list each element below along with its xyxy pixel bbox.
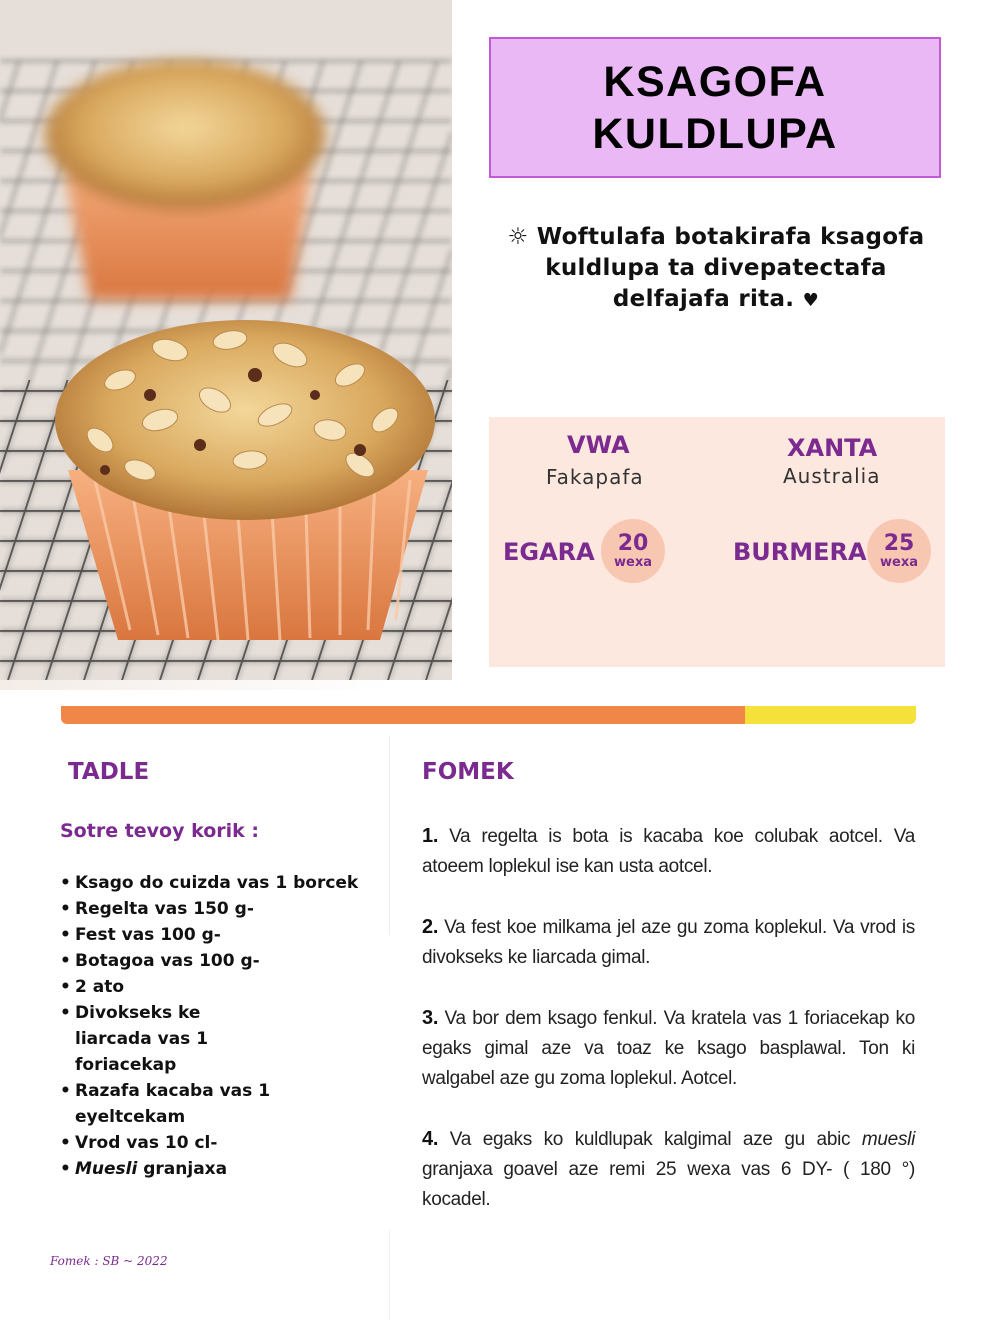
list-item: • Vrod vas 10 cl-	[60, 1130, 375, 1156]
xanta-label: XANTA	[787, 434, 878, 462]
egara-unit: wexa	[614, 554, 652, 570]
recipe-title: KSAGOFA KULDLUPA	[592, 57, 838, 158]
method-heading: FOMEK	[422, 759, 514, 785]
step-text: granjaxa goavel aze remi 25 wexa vas 6 DY- ( 180 °) kocadel.	[422, 1159, 915, 1210]
list-item: • 2 ato	[60, 974, 375, 1000]
step-number: 1.	[422, 825, 439, 847]
column-divider	[389, 735, 390, 935]
info-box	[489, 417, 945, 667]
divider-bar	[61, 706, 916, 724]
divider-bar-orange	[61, 706, 745, 724]
sun-icon: ☼	[507, 224, 529, 250]
step	[422, 912, 915, 973]
burmera-unit: wexa	[880, 554, 918, 570]
muesli-italic: Muesli	[75, 1159, 138, 1179]
list-item: • Botagoa vas 100 g-	[60, 948, 375, 974]
vwa-label: VWA	[567, 431, 630, 459]
ingredients-subheading: Sotre tevoy korik :	[60, 820, 260, 842]
tagline	[500, 222, 932, 316]
list-item: • Regelta vas 150 g-	[60, 896, 375, 922]
burmera-badge	[867, 519, 931, 583]
ingredients-list	[60, 870, 375, 1182]
list-item: • Fest vas 100 g-	[60, 922, 375, 948]
footer-credit: Fomek : SB ~ 2022	[50, 1254, 168, 1268]
title-box	[489, 37, 941, 178]
step	[422, 1124, 915, 1215]
muesli-rest: granjaxa	[137, 1159, 228, 1179]
step-text: Va regelta is bota is kacaba koe colubak aotcel. Va atoeem loplekul ise kan usta aotcel.	[422, 826, 915, 877]
list-item: • Razafa kacaba vas 1 eyeltcekam	[60, 1078, 375, 1130]
step-number: 3.	[422, 1007, 439, 1029]
list-item	[60, 1156, 375, 1182]
step-number: 4.	[422, 1128, 439, 1150]
step	[422, 821, 915, 882]
method-steps	[422, 821, 915, 1245]
vwa-value: Fakapafa	[546, 465, 644, 489]
photo-shadow	[0, 680, 390, 690]
muffin-photo	[0, 0, 452, 680]
step-text: Va bor dem ksago fenkul. Va kratela vas 1 foriacekap ko egaks gimal aze va toaz ke ksago basplawal. Ton ki walgabel aze gu zoma loplekul. Aotcel.	[422, 1008, 915, 1089]
xanta-value: Australia	[783, 464, 881, 488]
egara-label: EGARA	[503, 538, 595, 566]
step-number: 2.	[422, 916, 439, 938]
divider-bar-yellow	[745, 706, 916, 724]
column-divider-bottom	[389, 1230, 390, 1320]
tagline-text: Woftulafa botakirafa ksagofa kuldlupa ta divepatectafa delfajafa rita.	[536, 224, 925, 312]
list-item: • Ksago do cuizda vas 1 borcek	[60, 870, 375, 896]
step	[422, 1003, 915, 1094]
egara-number: 20	[617, 530, 649, 556]
ingredients-heading: TADLE	[68, 759, 150, 785]
egara-badge	[601, 519, 665, 583]
step-italic: muesli	[861, 1129, 915, 1150]
step-text: Va egaks ko kuldlupak kalgimal aze gu abic	[449, 1129, 862, 1150]
burmera-label: BURMERA	[733, 538, 867, 566]
step-text: Va fest koe milkama jel aze gu zoma koplekul. Va vrod is divokseks ke liarcada gimal.	[422, 917, 916, 968]
burmera-number: 25	[883, 530, 915, 556]
heart-icon: ♥	[802, 290, 820, 311]
list-item: • Divokseks ke liarcada vas 1 foriacekap	[60, 1000, 275, 1078]
